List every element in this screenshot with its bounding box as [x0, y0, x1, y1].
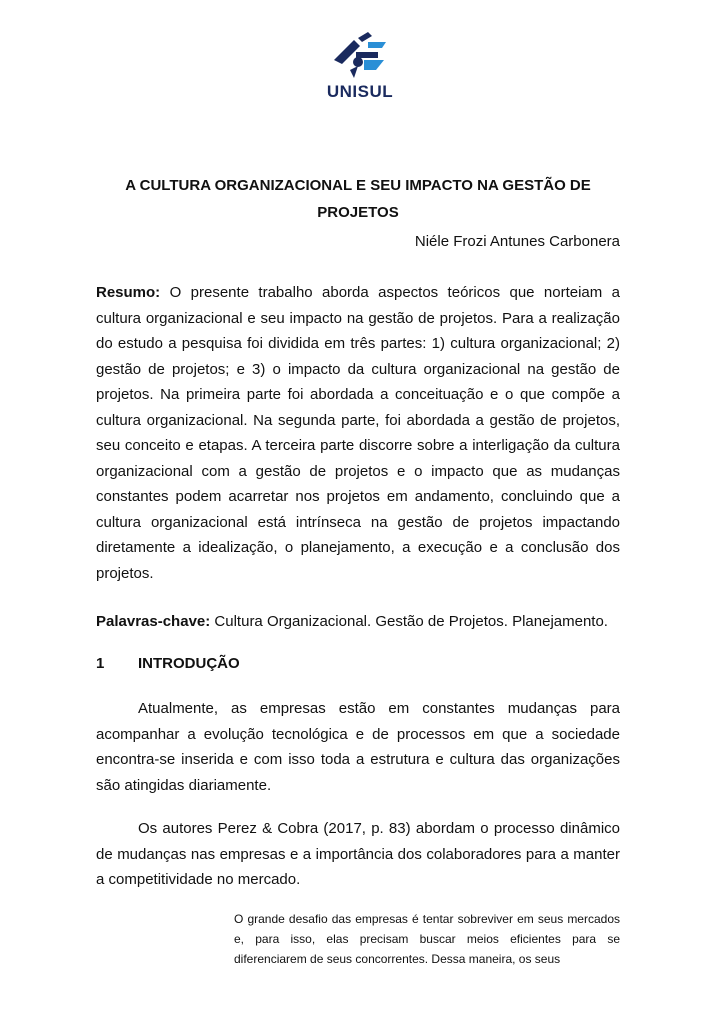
unisul-emblem-icon: [328, 30, 392, 82]
keywords: [96, 610, 620, 634]
block-quote: O grande desafio das empresas é tentar sobreviver em seus mercados e, para isso, elas precisam buscar meios eficientes para se diferenciarem de seus concorrentes. Dessa maneira, os seus: [234, 912, 620, 966]
paragraph: Atualmente, as empresas estão em constantes mudanças para acompanhar a evolução tecnológica e de processos em que a sociedade encontra-se inserida e com isso toda a estrutura e cultura das organizações são atingidas diariamente.: [96, 700, 620, 794]
abstract-label: Resumo:: [96, 284, 161, 301]
section-number: 1: [96, 655, 105, 672]
unisul-logo: [322, 30, 398, 102]
abstract-text: O presente trabalho aborda aspectos teóricos que norteiam a cultura organizacional e seu impacto na gestão de projetos. Para a realização do estudo a pesquisa foi dividida em três partes: 1) cultura organizacional; 2) gestão de projetos; e 3) o impacto da cultura organizacional na gestão de projetos. Na primeira parte foi abordada a conceituação e o que compõe a cultura organizacional. Na segunda parte, foi abordada a gestão de projetos, seu conceito e etapas. A terceira parte discorre sobre a interligação da cultura organizacional com a gestão de projetos e o impacto que as mudanças constantes podem acarretar nos projetos em andamento, concluindo que a cultura organizacional está intrínseca na gestão de projetos impactando diretamente a idealização, o planejamento, a execução e a conclusão dos projetos.: [96, 284, 620, 582]
author-name: Niéle Frozi Antunes Carbonera: [414, 233, 620, 250]
document-title: A CULTURA ORGANIZACIONAL E SEU IMPACTO NA GESTÃO DE PROJETOS: [125, 177, 591, 221]
keywords-label: Palavras-chave:: [96, 613, 211, 630]
section-heading: [96, 652, 620, 676]
logo-wordmark: UNISUL: [326, 82, 394, 101]
paragraph: Os autores Perez & Cobra (2017, p. 83) abordam o processo dinâmico de mudanças nas empresas e a importância dos colaboradores para a manter a competitividade no mercado.: [96, 820, 620, 888]
section-title: INTRODUÇÃO: [138, 655, 240, 672]
keywords-text: Cultura Organizacional. Gestão de Projetos. Planejamento.: [214, 613, 608, 630]
abstract: [96, 280, 620, 586]
